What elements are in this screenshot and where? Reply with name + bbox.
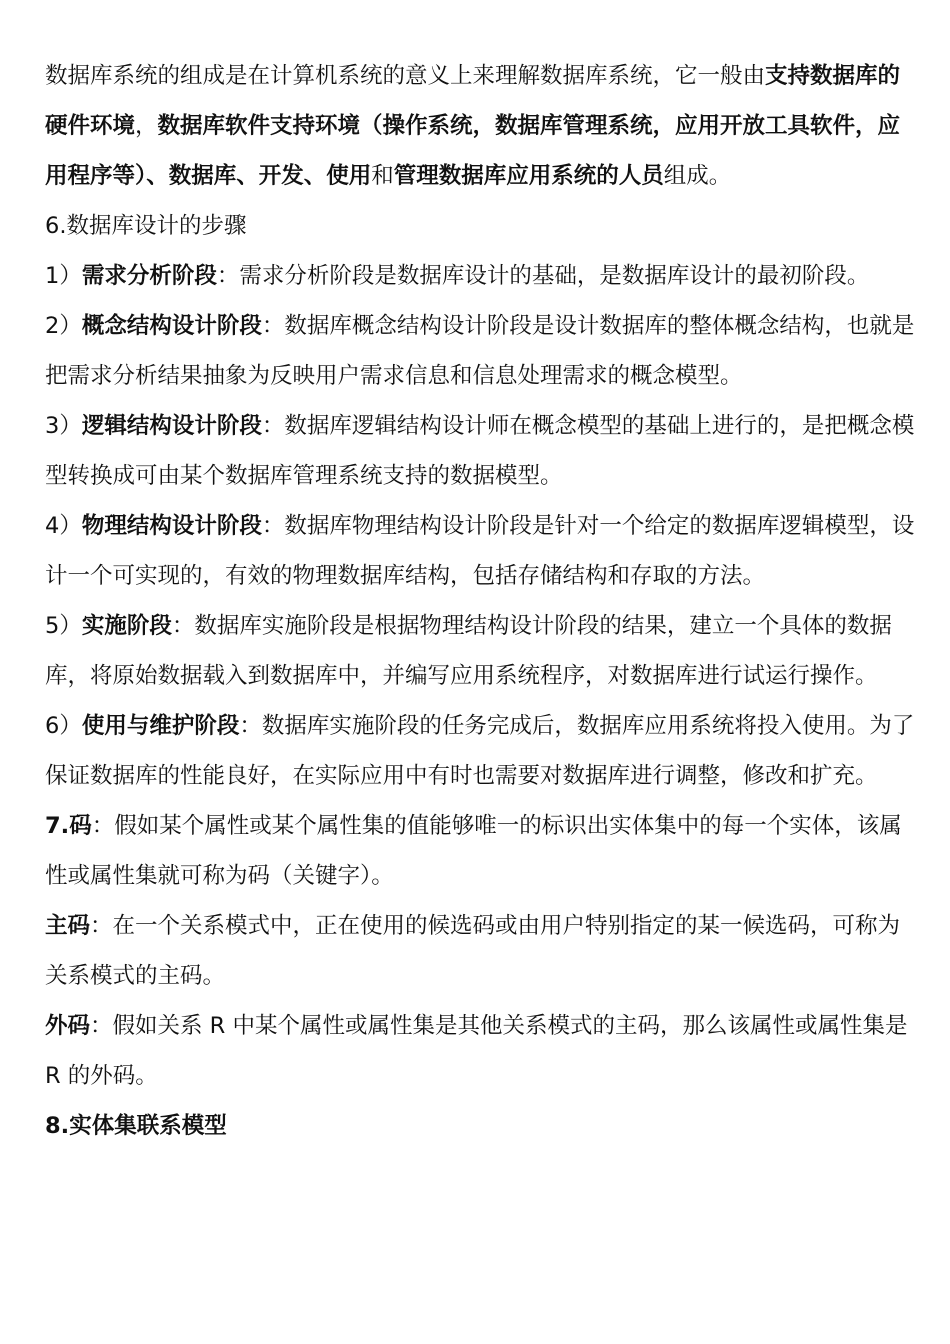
step-separator: ： (261, 413, 285, 439)
intro-text-3: 和 (371, 163, 394, 189)
step-1 (45, 251, 915, 301)
intro-text-4: 组成。 (663, 163, 732, 189)
step-number: 3） (45, 413, 82, 439)
step-number: 6） (45, 713, 82, 739)
code-term: 7.码 (45, 813, 92, 839)
step-number: 2） (45, 313, 82, 339)
step-separator: ： (216, 263, 240, 289)
step-number: 1） (45, 263, 82, 289)
code-text: 假如某个属性或某个属性集的值能够唯一的标识出实体集中的每一个实体，该属性或属性集就可称为码（关键字）。 (45, 813, 902, 889)
step-separator: ： (171, 613, 195, 639)
intro-bold-hardware: 支持数据库的硬件环境 (45, 63, 901, 139)
step-number: 4） (45, 513, 82, 539)
foreign-key-term: 外码 (45, 1013, 91, 1039)
code-separator: ： (91, 813, 115, 839)
step-text: 需求分析阶段是数据库设计的基础，是数据库设计的最初阶段。 (239, 263, 870, 289)
step-number: 5） (45, 613, 82, 639)
step-separator: ： (261, 513, 285, 539)
step-title: 实施阶段 (81, 613, 172, 639)
step-title: 逻辑结构设计阶段 (81, 413, 262, 439)
step-2 (45, 301, 915, 401)
step-separator: ： (261, 313, 285, 339)
section-8-heading: 8.实体集联系模型 (45, 1113, 227, 1139)
foreign-key-definition (45, 1001, 915, 1101)
intro-paragraph (45, 51, 915, 201)
step-3 (45, 401, 915, 501)
document-page (45, 51, 915, 1151)
primary-key-definition (45, 901, 915, 1001)
primary-key-separator: ： (90, 913, 113, 939)
intro-bold-people: 管理数据库应用系统的人员 (393, 163, 664, 189)
step-text: 数据库实施阶段的任务完成后，数据库应用系统将投入使用。为了保证数据库的性能良好，在实际应用中有时也需要对数据库进行调整，修改和扩充。 (45, 713, 915, 789)
step-title: 使用与维护阶段 (81, 713, 240, 739)
step-text: 数据库逻辑结构设计师在概念模型的基础上进行的，是把概念模型转换成可由某个数据库管理系统支持的数据模型。 (45, 413, 915, 489)
step-5 (45, 601, 915, 701)
step-text: 数据库物理结构设计阶段是针对一个给定的数据库逻辑模型，设计一个可实现的，有效的物理数据库结构，包括存储结构和存取的方法。 (45, 513, 915, 589)
section-6-heading: 6.数据库设计的步骤 (45, 213, 247, 239)
step-text: 数据库实施阶段是根据物理结构设计阶段的结果，建立一个具体的数据库，将原始数据载入到数据库中，并编写应用系统程序，对数据库进行试运行操作。 (45, 613, 892, 689)
intro-text-1: 数据库系统的组成是在计算机系统的意义上来理解数据库系统，它一般由 (45, 63, 766, 89)
step-separator: ： (239, 713, 262, 739)
step-title: 概念结构设计阶段 (81, 313, 262, 339)
step-title: 需求分析阶段 (81, 263, 217, 289)
primary-key-text: 在一个关系模式中，正在使用的候选码或由用户特别指定的某一候选码，可称为关系模式的主码。 (45, 913, 901, 989)
intro-bold-software: 数据库软件支持环境（操作系统，数据库管理系统，应用开放工具软件，应用程序等）、数据库、开发、使用 (45, 113, 901, 189)
step-text: 数据库概念结构设计阶段是设计数据库的整体概念结构，也就是把需求分析结果抽象为反映用户需求信息和信息处理需求的概念模型。 (45, 313, 915, 389)
intro-text-2: ， (135, 113, 158, 139)
step-6 (45, 701, 915, 801)
foreign-key-separator: ： (90, 1013, 113, 1039)
step-title: 物理结构设计阶段 (81, 513, 262, 539)
step-4 (45, 501, 915, 601)
foreign-key-text: 假如关系 R 中某个属性或属性集是其他关系模式的主码，那么该属性或属性集是 R 的外码。 (45, 1013, 908, 1089)
primary-key-term: 主码 (45, 913, 91, 939)
code-definition (45, 801, 915, 901)
